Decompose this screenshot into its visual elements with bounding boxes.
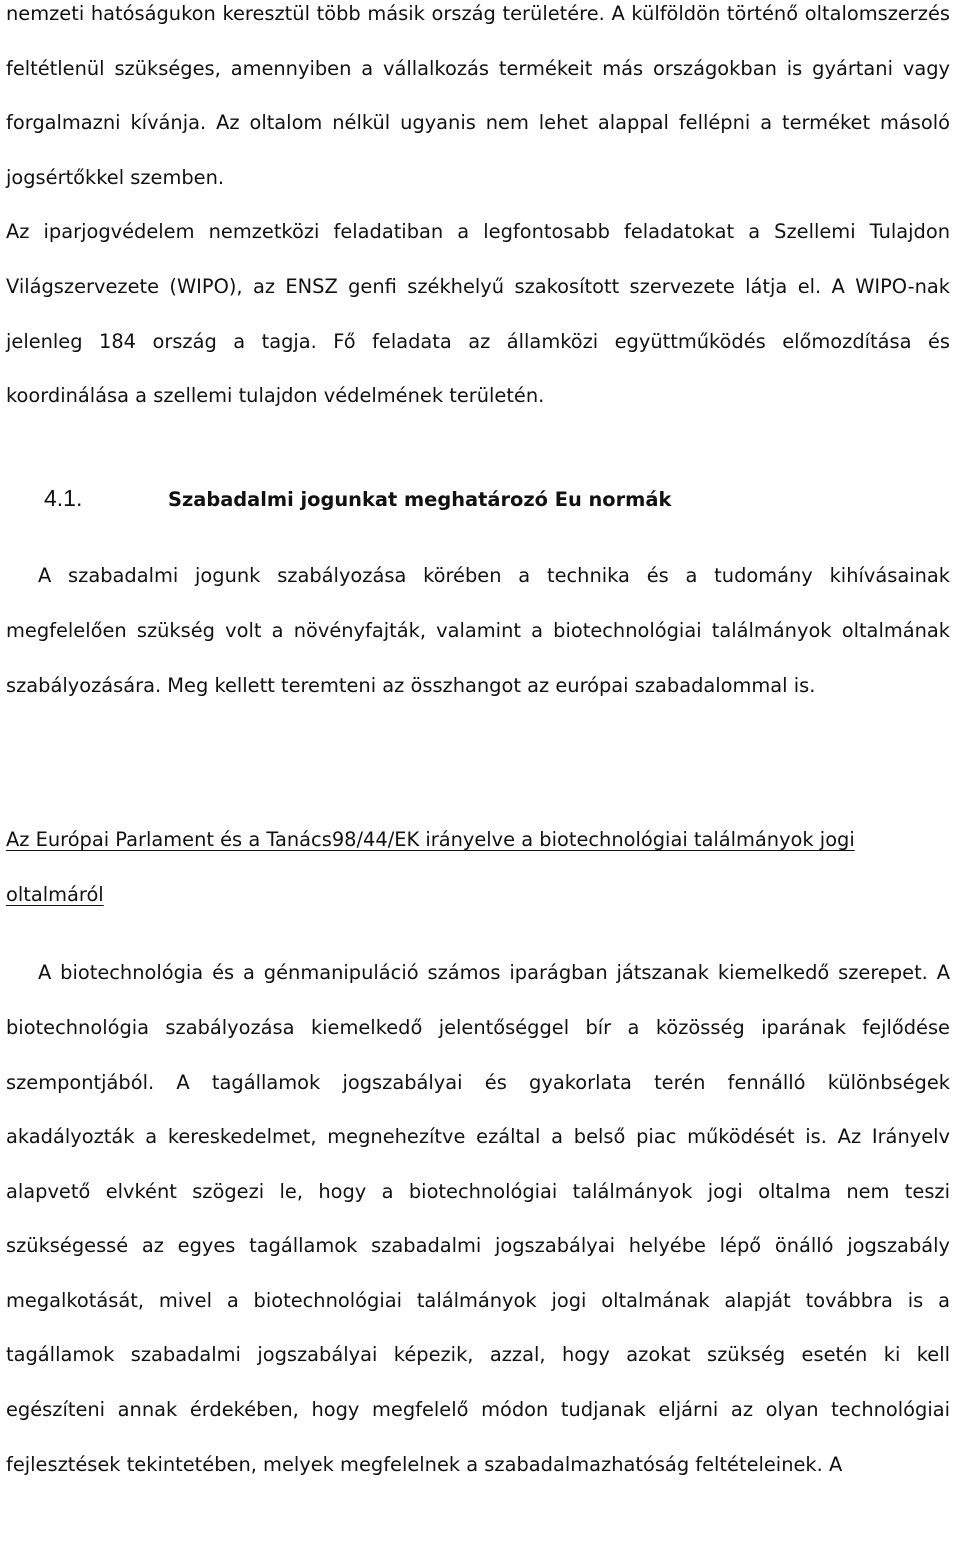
section-title: Szabadalmi jogunkat meghatározó Eu normák [168,487,672,511]
spacer [6,424,950,471]
spacer [6,922,950,946]
paragraph-international-protection: nemzeti hatóságukon keresztül több másik ország területére. A külföldön történő oltalomszerzés feltétlenül szükséges, amennyiben a vállalkozás termékeit más országokban is gyártani vagy forgalmazni kívánja. Az oltalom nélkül ugyanis nem lehet alappal fellépni a terméket másoló jogsértőkkel szemben. [6,2,950,189]
spacer [6,713,950,813]
section-number: 4.1. [44,484,83,511]
paragraph-biotechnology: A biotechnológia és a génmanipuláció számos iparágban játszanak kiemelkedő szerepet. A biotechnológia szabályozása kiemelkedő jelentőséggel bír a közösség iparának fejlődése szempontjából. A tagállamok jogszabályai és gyakorlata terén fennálló különbségek akadályozták a kereskedelmet, megnehezítve ezáltal a belső piac működését is. Az Irányelv alapvető elvként szögezi le, hogy a biotechnológiai találmányok jogi oltalma nem teszi szükségessé az egyes tagállamok szabadalmi jogszabályai helyébe lépő önálló jogszabály megalkotását, mivel a biotechnológiai találmányok jogi oltalmának alapját továbbra is a tagállamok szabadalmi jogszabályai képezik, azzal, hogy azokat szükség esetén ki kell egészíteni annak érdekében, hogy megfelelő módon tudjanak eljárni az olyan technológiai fejlesztések tekintetében, melyek megfelelnek a szabadalmazhatóság feltételeinek. A [6,961,950,1476]
spacer [6,525,950,549]
document-page [6,0,950,1492]
subheading-directive: Az Európai Parlament és a Tanács98/44/EK irányelve a biotechnológiai találmányok jogi oltalmáról [6,828,855,906]
paragraph-wipo: Az iparjogvédelem nemzetközi feladatiban a legfontosabb feladatokat a Szellemi Tulajdon Világszervezete (WIPO), az ENSZ genfi székhelyű szakosított szervezete látja el. A WIPO-nak jelenleg 184 ország a tagja. Fő feladata az államközi együttműködés előmozdítása és koordinálása a szellemi tulajdon védelmének területén. [6,220,950,408]
section-heading [6,471,950,526]
paragraph-patent-law: A szabadalmi jogunk szabályozása körében a technika és a tudomány kihívásainak megfelelően szükség volt a növényfajták, valamint a biotechnológiai találmányok oltalmának szabályozására. Meg kellett teremteni az összhangot az európai szabadalommal is. [6,564,950,697]
